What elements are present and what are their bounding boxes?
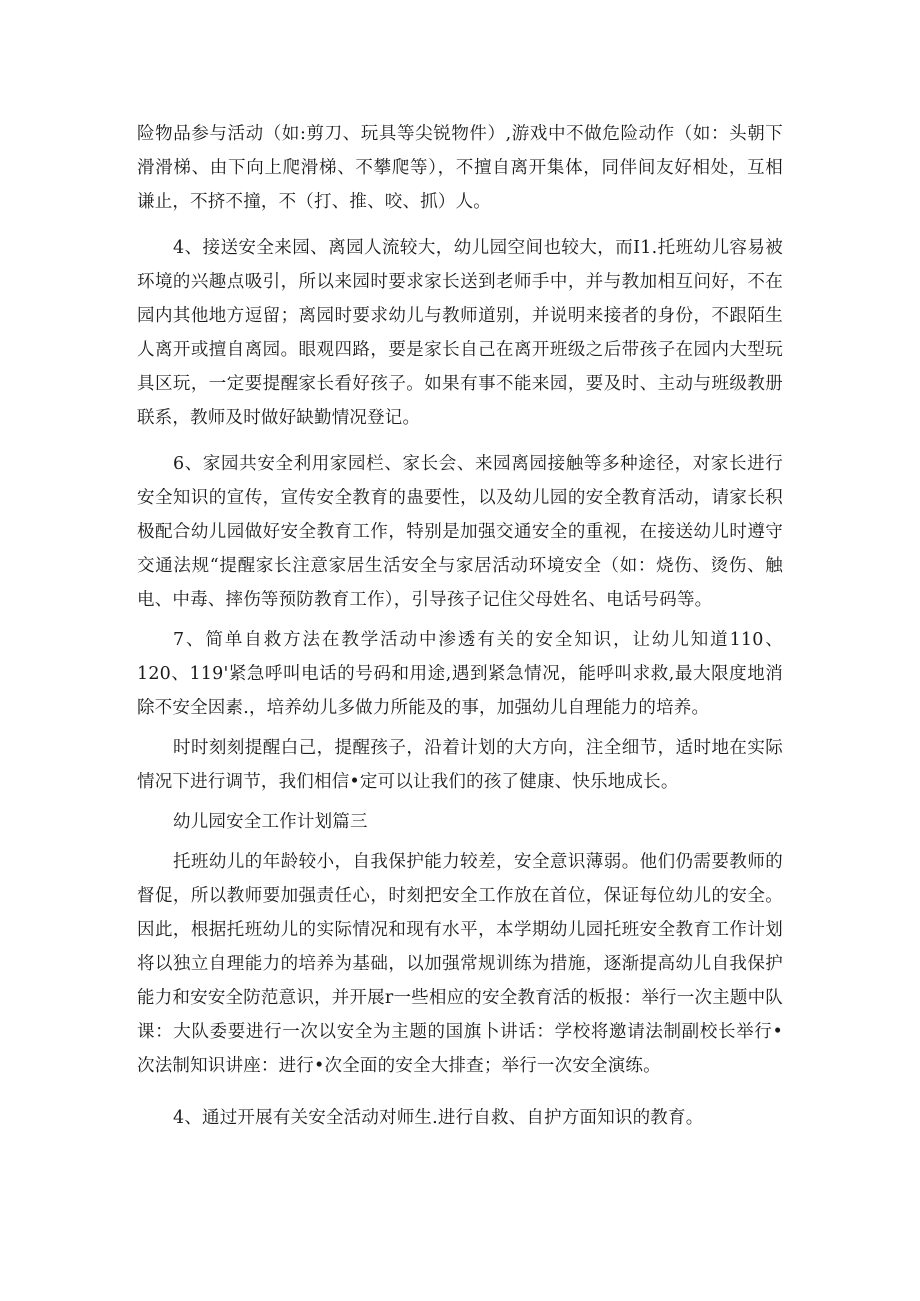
paragraph-safety-education: 4、通过开展有关安全活动对师生.进行自救、自护方面知识的教育。 (173, 1108, 704, 1128)
paragraph-toddler-safety-plan: 托班幼儿的年龄较小，自我保护能力较差，安全意识薄弱。他们仍需要教师的督促，所以教师要加强责任心，时刻把安全工作放在首位，保证每位幼儿的安全。因此，根据托班幼儿的实际情况和现有水平，本学期幼儿园托班安全教育工作计划将以独立自理能力的培养为基础，以加强常规训练为措施，逐渐提高幼儿自我保护能力和安安全防范意识，并开展r一些相应的安全教育活的板报：举行一次主题中队课：大队委要进行一次以安全为主题的国旗卜讲话：学校将邀请法制副校长举行•次法制知识讲座：进行•次全面的安全大排查；举行一次安全演练。 (137, 852, 783, 1076)
section-heading-part-three: 幼儿园安全工作计划篇三 (173, 812, 368, 832)
paragraph-reminder: 时时刻刻提醒白己，提醒孩子，沿着计划的大方向，注全细节，适时地在实际情况下进行调节，我们相信•定可以让我们的孩了健康、快乐地成长。 (137, 738, 783, 792)
paragraph-self-rescue: 7、简单自救方法在教学活动中渗透有关的安全知识，让幼儿知道110、120、119'紧急呼叫电话的号码和用途,遇到紧急情况，能呼叫求救,最大限度地消除不安全因素.，培养幼儿多做力所能及的事，加强幼儿自理能力的培养。 (137, 630, 783, 718)
paragraph-continued-activity-rules: 险物品参与活动（如:剪刀、玩具等尖锐物件）,游戏中不做危险动作（如：头朝下滑滑梯、由下向上爬滑梯、不攀爬等），不擅自离开集体，同伴间友好相处，互相谦止，不挤不撞，不（打、推、咬、抓）人。 (137, 124, 783, 212)
paragraph-home-school-safety: 6、家园共安全利用家园栏、家长会、来园离园接触等多种途径，对家长进行安全知识的宣传，宣传安全教育的蛊要性，以及幼儿园的安全教育活动，请家长积极配合幼儿园做好安全教育工作，特别是加强交通安全的重视，在接送幼儿时遵守交通法规“提醒家长注意家居生活安全与家居活动环境安全（如：烧伤、烫伤、触电、中毒、摔伤等预防教育工作），引导孩子记住父母姓名、电话号码等。 (137, 454, 783, 610)
paragraph-pickup-safety: 4、接送安全来园、离园人流较大，幼儿园空间也较大，而I1.托班幼儿容易被环境的兴趣点吸引，所以来园时要求家长送到老师手中，并与教加相互问好，不在园内其他地方逗留；离园时要求幼儿与教师道别，并说明来接者的身份，不跟陌生人离开或擅自离园。眼观四路，要是家长自己在离开班级之后带孩子在园内大型玩具区玩，一定要提醒家长看好孩子。如果有事不能来园，要及时、主动与班级教册联系，教师及时做好缺勤情况登记。 (137, 238, 783, 428)
document-page (137, 117, 783, 1135)
